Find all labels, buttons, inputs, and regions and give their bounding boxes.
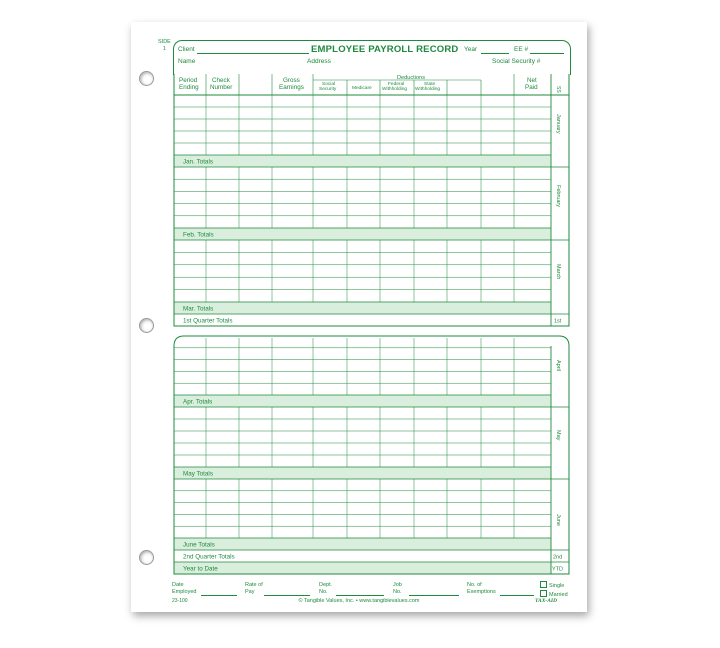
single-checkbox[interactable] [540,581,547,588]
name-label: Name [178,58,196,65]
col-social-security-label-2: Security [319,87,337,92]
ytd-totals-label: Year to Date [183,565,218,573]
col-period-ending-label-2: Ending [179,84,199,91]
col-net-paid-label-2: Paid [525,84,538,91]
q1-side-label: 1st [554,318,562,325]
side-label: SIDE [158,39,171,45]
dept-no-field[interactable] [336,595,384,596]
col-social-security-label: Social [322,82,336,87]
month-label-february: February [555,185,561,208]
address-label: Address [307,58,331,65]
ssn-label: Social Security # [492,58,541,65]
feb-totals-band [174,228,551,240]
job-no-label: Job [393,582,402,588]
month-label-may: May [555,430,561,441]
side-number: 1 [162,46,166,52]
col-state-label-2: Withholding [415,87,441,92]
month-label-june: June [555,514,561,526]
mar-totals-label: Mar. Totals [183,305,214,313]
col-gross-earnings-label: Gross [283,77,300,84]
payroll-grid [131,22,587,582]
mar-totals-band [174,302,551,314]
col-federal-label-2: Withholding [382,87,408,92]
col-period-ending-label: Period [179,77,198,84]
exemptions-block [467,582,496,596]
apr-totals-band [174,395,551,407]
exemptions-label-2: Exemptions [467,589,496,595]
may-totals-band [174,467,551,479]
jan-totals-label: Jan. Totals [183,158,213,166]
copyright-text: © Tangible Values, Inc. • www.tangiblevalues.com [298,598,420,604]
rate-of-pay-block [245,582,263,596]
q2-totals-label: 2nd Quarter Totals [183,553,235,561]
rate-of-pay-label: Rate of [245,582,263,588]
col-ss-side-label: SS [555,86,561,93]
brand-logo: TAX-AID [535,598,558,604]
may-totals-label: May Totals [183,470,213,478]
col-state-label: State [424,82,436,87]
date-employed-field[interactable] [201,595,237,596]
marital-status-block [540,581,568,599]
form-number: 23-100 [172,598,188,604]
married-label: Married [549,592,568,598]
client-label: Client [178,46,195,53]
year-label: Year [464,46,478,53]
form-title: EMPLOYEE PAYROLL RECORD [311,44,459,55]
month-label-march: March [555,264,561,280]
rate-of-pay-label-2: Pay [245,589,255,595]
q2-side-label: 2nd [553,554,563,561]
date-employed-block [172,582,196,596]
col-medicare-label: Medicare [352,86,372,91]
dept-no-label: Dept. [319,582,333,588]
apr-totals-label: Apr. Totals [183,398,213,406]
dept-no-block [319,582,332,596]
col-check-number-label: Check [212,77,230,84]
exemptions-label: No. of [467,582,482,588]
col-net-paid-label: Net [527,77,537,84]
june-totals-band [174,538,551,550]
single-label: Single [549,583,565,589]
col-gross-earnings-label-2: Earnings [279,84,304,91]
col-check-number-label-2: Number [210,84,233,91]
col-federal-label: Federal [388,82,405,87]
feb-totals-label: Feb. Totals [183,231,214,239]
single-option[interactable] [540,581,568,590]
month-label-january: January [555,114,561,134]
date-employed-label-2: Employed [172,589,197,595]
job-no-block [393,582,402,596]
ytd-side-label: YTD [552,566,563,573]
q1-table-border [174,74,569,326]
ytd-totals-band [174,562,551,574]
married-checkbox[interactable] [540,590,547,597]
june-totals-label: June Totals [183,541,215,549]
dept-no-label-2: No. [319,589,328,595]
payroll-record-sheet [131,22,587,612]
jan-totals-band [174,155,551,167]
job-no-field[interactable] [409,595,459,596]
month-label-april: April [555,360,561,372]
ee-number-label: EE # [514,46,529,53]
job-no-label-2: No. [393,589,402,595]
rate-of-pay-field[interactable] [264,595,310,596]
q1-totals-label: 1st Quarter Totals [183,317,233,325]
col-deductions-label: Deductions [397,75,425,81]
exemptions-field[interactable] [500,595,534,596]
date-employed-label: Date [172,582,184,588]
